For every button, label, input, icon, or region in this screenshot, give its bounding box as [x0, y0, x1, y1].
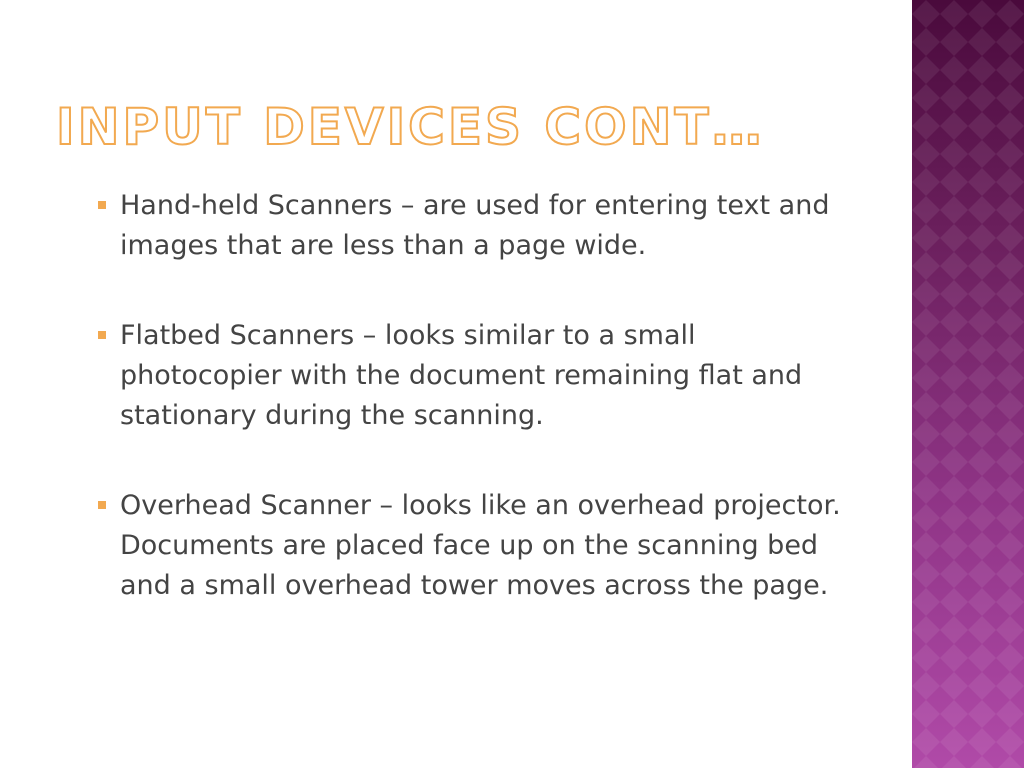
- square-bullet-icon: [98, 501, 106, 509]
- decorative-side-band: [912, 0, 1024, 768]
- square-bullet-icon: [98, 201, 106, 209]
- bullet-item: [96, 486, 856, 606]
- bullet-list: [96, 186, 856, 656]
- bullet-item: [96, 316, 856, 436]
- slide-title: INPUT DEVICES CONT…: [56, 98, 765, 156]
- bullet-text: Hand-held Scanners – are used for entering text and images that are less than a page wide.: [120, 190, 830, 261]
- bullet-text: Overhead Scanner – looks like an overhead projector. Documents are placed face up on the scanning bed and a small overhead tower moves across the page.: [120, 490, 841, 601]
- bullet-item: [96, 186, 856, 266]
- bullet-text: Flatbed Scanners – looks similar to a small photocopier with the document remaining flat and stationary during the scanning.: [120, 320, 803, 431]
- square-bullet-icon: [98, 331, 106, 339]
- diamond-pattern: [912, 0, 1024, 768]
